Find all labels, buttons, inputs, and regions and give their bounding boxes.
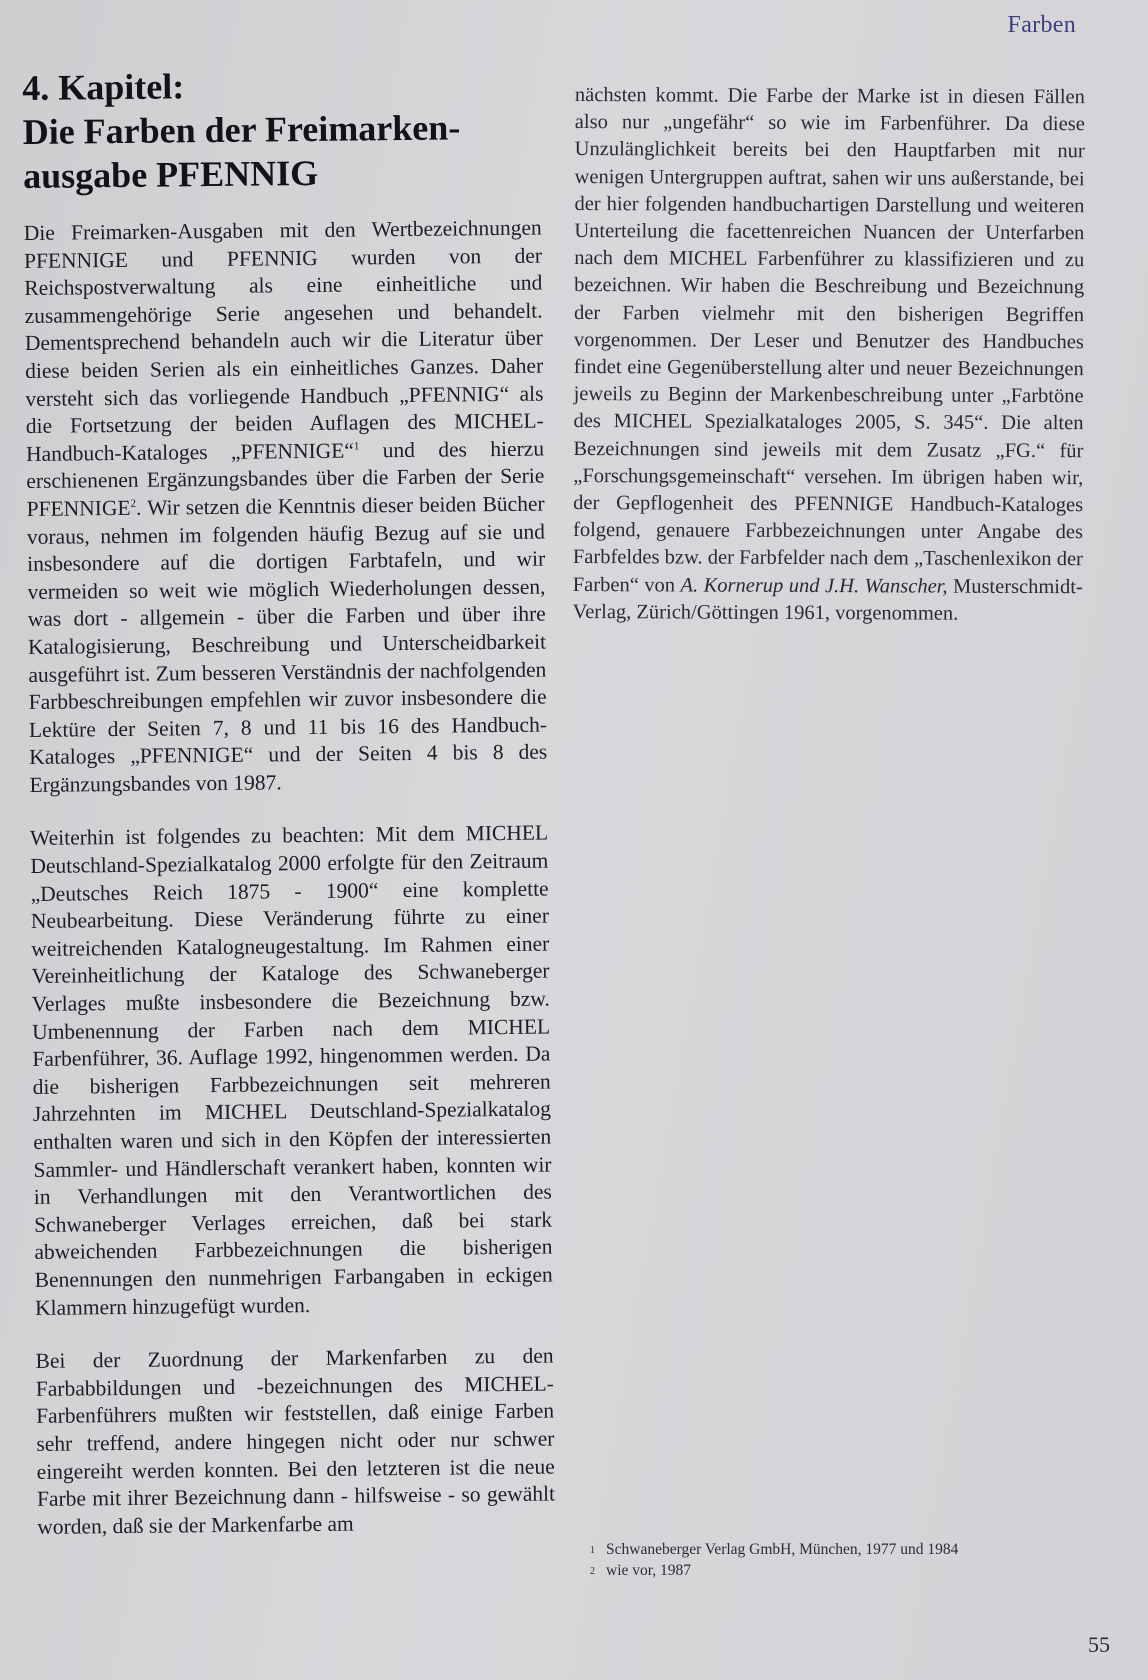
authors-italic: A. Kornerup und J.H. Wanscher, [680, 574, 948, 598]
paragraph-4-part-b: Musterschmidt-Verlag, Zürich/Göttingen 1961, vorgenommen. [572, 575, 1083, 625]
paragraph-4-part-a: nächsten kommt. Die Farbe der Marke ist in diesen Fällen also nur „ungefähr“ so wie im Farbenführer. Da diese Unzulänglichkeit bereits bei den Hauptfarben mit nur wenigen Untergruppen auftrat, sahen wir uns außerstande, bei der hier folgenden handbuchartigen Darstellung und weiteren Unterteilung die facettenreichen Nuancen der Unterfarben nach dem MICHEL Farbenführer zu klassifizieren und zu bezeichnen. Wir haben die Beschreibung und Bezeichnung der Farben vielmehr mit den bisherigen Begriffen vorgenommen. Der Leser und Benutzer des Handbuches findet eine Gegenüberstellung alter und neuer Bezeichnungen jeweils zu Beginn der Markenbeschreibung unter „Farbtöne des MICHEL Spezialkataloges 2005, S. 345“. Die alten Bezeichnungen sind jeweils mit dem Zusatz „FG.“ für „Forschungsgemeinschaft“ versehen. Im übrigen haben wir, der Gepflogenheit des PFENNIGE Handbuch-Kataloges folgend, genauere Farbbezeichnungen unter Angabe des Farbfeldes bzw. der Farbfelder nach dem „Taschenlexikon der Farben“ von [572, 83, 1085, 597]
footnote-ref-2: 2 [130, 497, 137, 510]
footnote-1-number: 1 [590, 1545, 595, 1556]
running-head: Farben [1007, 12, 1076, 38]
right-column [573, 82, 1085, 628]
paragraph-1-part-b: und des hierzu erschienenen Ergänzungsbandes über die Farben der Serie PFENNIGE [26, 436, 545, 521]
heading-line-2: Die Farben der Freimarken- [22, 107, 461, 152]
footnote-2-text: wie vor, 1987 [606, 1562, 692, 1579]
footnote-ref-1: 1 [353, 440, 360, 453]
footnote-1 [590, 1540, 1070, 1561]
page-number: 55 [1088, 1632, 1110, 1657]
heading-line-1: 4. Kapitel: [22, 66, 185, 108]
paragraph-1 [24, 215, 548, 800]
left-column [22, 61, 555, 1542]
chapter-heading [22, 61, 541, 198]
footnotes [590, 1540, 1070, 1582]
footnote-1-text: Schwaneberger Verlag GmbH, München, 1977 und 1984 [606, 1541, 959, 1558]
paragraph-1-part-a: Die Freimarken-Ausgaben mit den Wertbezeichnungen PFENNIGE und PFENNIG wurden von der Reichspostverwaltung als eine einheitliche und zusammengehörige Serie angesehen und behandelt. Dementsprechend behandeln auch wir die Literatur über diese beiden Serien als ein einheitliches Ganzes. Daher versteht sich das vorliegende Handbuch „PFENNIG“ als die Fortsetzung der beiden Auflagen des MICHEL-Handbuch-Kataloges „PFENNIGE“ [23, 215, 544, 466]
footnote-2 [590, 1561, 1070, 1582]
paragraph-3: Bei der Zuordnung der Markenfarben zu den Farbabbildungen und -bezeichnungen des MICHEL-Farbenführers mußten wir feststellen, daß einige Farben sehr treffend, andere hingegen nicht oder nur schwer eingereiht werden konnten. Bei den letzteren ist die neue Farbe mit ihrer Bezeichnung dann - hilfsweise - so gewählt worden, daß sie der Markenfarbe am [35, 1343, 556, 1539]
paragraph-1-part-c: . Wir setzen die Kenntnis dieser beiden Bücher voraus, nehmen im folgenden häufig Bezug auf sie und insbesondere auf die dortigen Farbtafeln, und wir vermeiden so weit wie möglich Wiederholungen dessen, was dort - allgemein - über die Farben und über ihre Katalogisierung, Beschreibung und Unterscheidbarkeit ausgeführt ist. Zum besseren Verständnis der nachfolgenden Farbbeschreibungen empfehlen wir zuvor insbesondere die Lektüre der Seiten 7, 8 und 11 bis 16 des Handbuch-Kataloges „PFENNIGE“ und der Seiten 4 bis 8 des Ergänzungsbandes von 1987. [26, 491, 548, 797]
heading-line-3: ausgabe PFENNIG [22, 152, 319, 196]
paragraph-2: Weiterhin ist folgendes zu beachten: Mit dem MICHEL Deutschland-Spezialkatalog 2000 erfolgte für den Zeitraum „Deutsches Reich 1875 - 1900“ eine komplette Neubearbeitung. Diese Veränderung führte zu einer weitreichenden Katalogneugestaltung. Im Rahmen einer Vereinheitlichung der Kataloge des Schwaneberger Verlages mußte insbesondere die Bezeichnung bzw. Umbenennung der Farben nach dem MICHEL Farbenführer, 36. Auflage 1992, hingenommen werden. Da die bisherigen Farbbezeichnungen seit mehreren Jahrzehnten im MICHEL Deutschland-Spezialkatalog enthalten waren und sich in den Köpfen der interessierten Sammler- und Händlerschaft verankert haben, konnten wir in Verhandlungen mit den Verantwortlichen des Schwaneberger Verlages erreichen, daß bei stark abweichenden Farbbezeichnungen die bisherigen Benennungen den nunmehrigen Farbangaben in eckigen Klammern hinzugefügt wurden. [29, 821, 553, 1320]
footnote-2-number: 2 [590, 1566, 595, 1577]
paragraph-4 [573, 82, 1085, 628]
